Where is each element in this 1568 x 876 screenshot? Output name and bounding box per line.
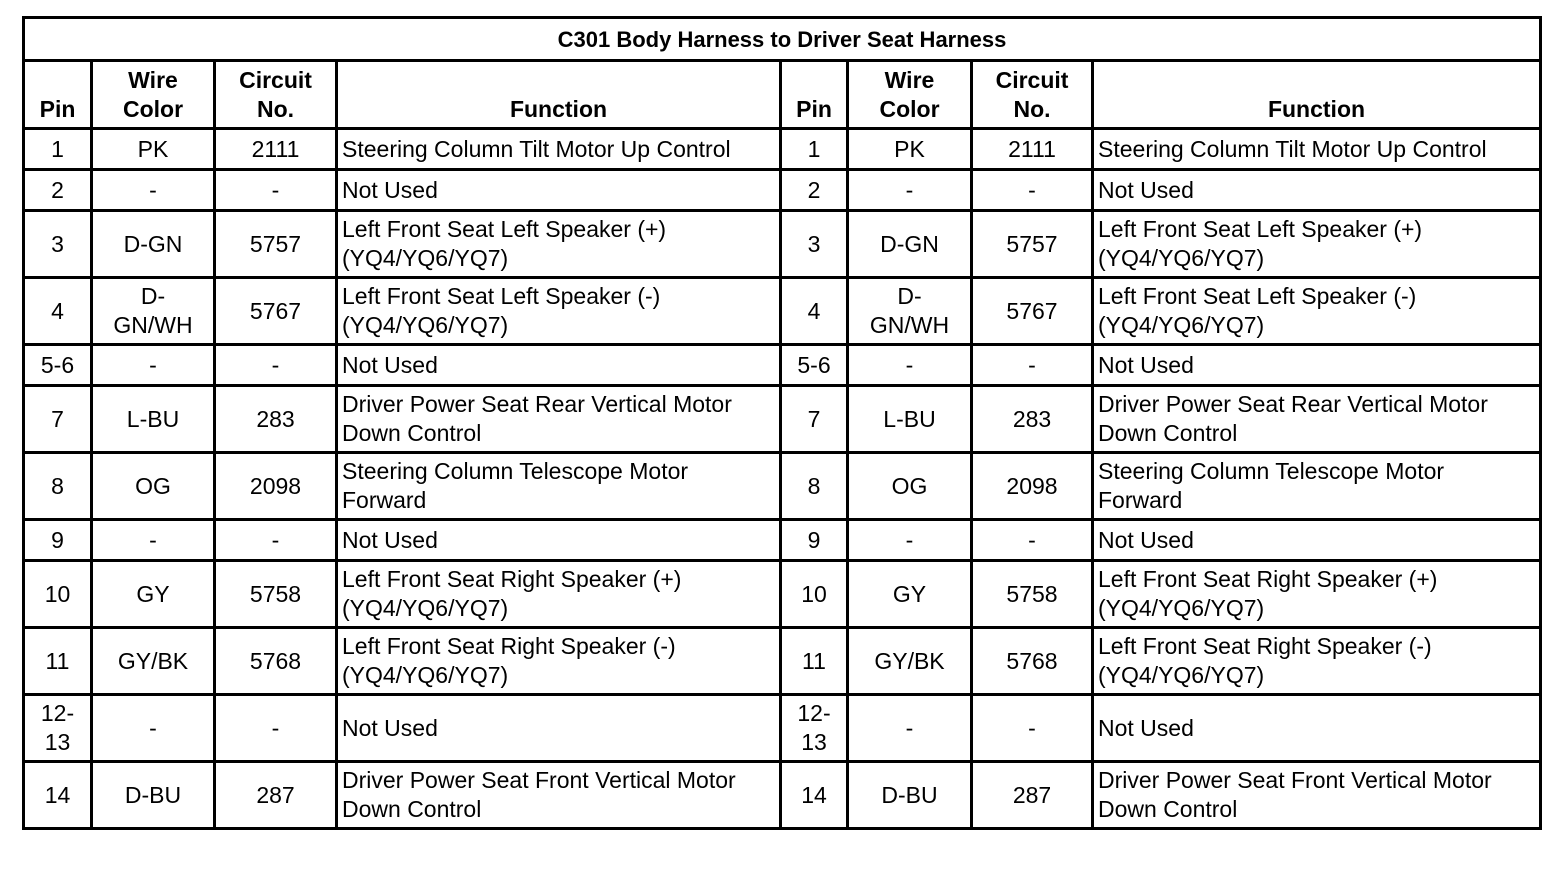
- wire-color-line: -: [149, 714, 157, 741]
- header-wire-color-right-line1: Wire: [884, 67, 935, 93]
- pin-line: 7: [51, 405, 64, 432]
- wire-color-cell-right: [848, 628, 972, 695]
- header-pin: Pin: [24, 61, 92, 129]
- header-circuit-no: [215, 61, 337, 129]
- function-line: Not Used: [1098, 351, 1194, 378]
- pin-cell-right: [781, 453, 848, 520]
- function-line: Down Control: [342, 420, 482, 446]
- function-line: Left Front Seat Right Speaker (-): [1098, 633, 1432, 659]
- pin-cell: [24, 520, 92, 561]
- wire-color-line: OG: [135, 472, 171, 499]
- function-cell-right: [1093, 561, 1541, 628]
- function-line: (YQ4/YQ6/YQ7): [342, 662, 509, 688]
- table-row: [24, 695, 1541, 762]
- header-circuit-right-line2: No.: [1013, 96, 1051, 122]
- wire-color-cell-right: [848, 520, 972, 561]
- wire-color-line: -: [905, 351, 914, 378]
- pin-line: 11: [45, 647, 70, 674]
- pin-line: 14: [44, 781, 71, 808]
- wire-color-cell-right: [848, 762, 972, 829]
- circuit-cell: 2098: [215, 453, 337, 520]
- pin-line: 8: [51, 472, 64, 499]
- function-line: (YQ4/YQ6/YQ7): [1098, 312, 1265, 338]
- pin-line: 12-: [40, 700, 75, 726]
- circuit-cell-right: 5768: [972, 628, 1093, 695]
- wire-color-cell: [92, 170, 215, 211]
- pin-cell: [24, 695, 92, 762]
- wire-color-cell-right: [848, 170, 972, 211]
- table-title: C301 Body Harness to Driver Seat Harness: [24, 18, 1541, 61]
- pin-line: 3: [51, 230, 64, 257]
- function-line: (YQ4/YQ6/YQ7): [1098, 662, 1265, 688]
- pin-line: 13: [801, 729, 827, 755]
- function-cell: [337, 211, 781, 278]
- table-row: [24, 453, 1541, 520]
- function-cell: [337, 695, 781, 762]
- wire-color-line: -: [905, 714, 914, 741]
- function-line: Driver Power Seat Front Vertical Motor: [342, 767, 736, 793]
- function-line: Not Used: [342, 526, 438, 553]
- wire-color-line: PK: [137, 135, 169, 162]
- function-cell-right: [1093, 170, 1541, 211]
- circuit-cell: 5758: [215, 561, 337, 628]
- function-cell-right: [1093, 278, 1541, 345]
- header-circuit-right-line1: Circuit: [995, 67, 1069, 93]
- pin-line: 4: [807, 297, 821, 324]
- pin-cell-right: [781, 520, 848, 561]
- pin-line: 10: [801, 580, 827, 607]
- pin-line: 14: [801, 781, 827, 808]
- function-cell: [337, 628, 781, 695]
- function-line: Not Used: [342, 351, 438, 378]
- function-cell: [337, 345, 781, 386]
- function-line: Not Used: [342, 714, 438, 741]
- pin-cell-right: [781, 695, 848, 762]
- pin-cell-right: [781, 278, 848, 345]
- function-cell-right: [1093, 211, 1541, 278]
- wire-color-cell: [92, 345, 215, 386]
- wire-color-line: -: [905, 176, 914, 203]
- connector-pinout-table: [22, 16, 1542, 830]
- function-line: Down Control: [1098, 796, 1238, 822]
- function-cell-right: [1093, 386, 1541, 453]
- circuit-cell-right: 5758: [972, 561, 1093, 628]
- function-line: Driver Power Seat Rear Vertical Motor: [342, 391, 732, 417]
- function-line: Steering Column Tilt Motor Up Control: [1098, 135, 1487, 162]
- header-wire-color-line1: Wire: [128, 67, 178, 93]
- wire-color-cell-right: [848, 345, 972, 386]
- function-line: Down Control: [342, 796, 482, 822]
- function-line: Forward: [1098, 487, 1183, 513]
- wire-color-line: -: [149, 176, 157, 203]
- pin-cell: [24, 453, 92, 520]
- function-cell-right: [1093, 762, 1541, 829]
- circuit-cell: 5757: [215, 211, 337, 278]
- wire-color-line: L-BU: [126, 405, 180, 432]
- wire-color-line: D-: [140, 283, 166, 309]
- function-line: Not Used: [1098, 176, 1194, 203]
- pin-cell: [24, 129, 92, 170]
- wire-color-cell: [92, 561, 215, 628]
- wire-color-cell-right: [848, 278, 972, 345]
- circuit-cell: -: [215, 695, 337, 762]
- wire-color-cell-right: [848, 386, 972, 453]
- column-header-row: [24, 61, 1541, 129]
- circuit-cell: -: [215, 520, 337, 561]
- wire-color-cell: [92, 129, 215, 170]
- wire-color-line: D-BU: [881, 781, 938, 808]
- table-body: [24, 129, 1541, 829]
- header-pin-right: Pin: [781, 61, 848, 129]
- header-wire-color-line2: Color: [122, 96, 184, 122]
- function-cell: [337, 762, 781, 829]
- circuit-cell-right: 5757: [972, 211, 1093, 278]
- function-cell: [337, 170, 781, 211]
- wire-color-cell: [92, 628, 215, 695]
- circuit-cell-right: -: [972, 695, 1093, 762]
- pin-line: 5-6: [797, 351, 831, 378]
- pin-line: 4: [51, 297, 64, 324]
- wire-color-line: -: [905, 526, 914, 553]
- table-row: [24, 345, 1541, 386]
- function-line: Left Front Seat Left Speaker (-): [1098, 283, 1417, 309]
- wire-color-cell: [92, 520, 215, 561]
- wire-color-line: GY: [136, 580, 170, 607]
- function-line: Not Used: [1098, 526, 1194, 553]
- pin-cell-right: [781, 211, 848, 278]
- circuit-cell: 2111: [215, 129, 337, 170]
- pin-line: 12-: [797, 700, 831, 726]
- function-line: Not Used: [342, 176, 438, 203]
- pin-line: 8: [807, 472, 821, 499]
- function-line: Forward: [342, 487, 427, 513]
- pin-line: 9: [807, 526, 821, 553]
- circuit-cell-right: 2111: [972, 129, 1093, 170]
- table-row: [24, 628, 1541, 695]
- table-row: [24, 762, 1541, 829]
- table-row: [24, 386, 1541, 453]
- pin-line: 1: [807, 135, 821, 162]
- function-cell-right: [1093, 129, 1541, 170]
- table-row: [24, 520, 1541, 561]
- function-line: Left Front Seat Right Speaker (+): [342, 566, 682, 592]
- pin-line: 13: [44, 729, 71, 755]
- pin-cell-right: [781, 170, 848, 211]
- function-line: (YQ4/YQ6/YQ7): [342, 312, 509, 338]
- wire-color-line: L-BU: [883, 405, 936, 432]
- function-line: Driver Power Seat Rear Vertical Motor: [1098, 391, 1488, 417]
- header-wire-color: [92, 61, 215, 129]
- wire-color-line: D-: [897, 283, 922, 309]
- circuit-cell: -: [215, 170, 337, 211]
- function-cell: [337, 278, 781, 345]
- pin-cell-right: [781, 345, 848, 386]
- wire-color-line: GN/WH: [869, 312, 950, 338]
- wire-color-cell: [92, 211, 215, 278]
- header-wire-color-right: [848, 61, 972, 129]
- wire-color-cell: [92, 695, 215, 762]
- pin-line: 2: [807, 176, 821, 203]
- function-line: Driver Power Seat Front Vertical Motor: [1098, 767, 1492, 793]
- pin-cell-right: [781, 129, 848, 170]
- header-function-right: Function: [1093, 61, 1541, 129]
- pin-line: 11: [802, 647, 826, 674]
- circuit-cell-right: 283: [972, 386, 1093, 453]
- function-line: Steering Column Telescope Motor: [1098, 458, 1445, 484]
- function-line: Not Used: [1098, 714, 1194, 741]
- wire-color-line: GY/BK: [874, 647, 945, 674]
- wire-color-cell-right: [848, 211, 972, 278]
- pin-cell-right: [781, 762, 848, 829]
- wire-color-cell-right: [848, 453, 972, 520]
- wire-color-line: D-GN: [123, 230, 183, 257]
- function-line: Left Front Seat Right Speaker (-): [342, 633, 676, 659]
- function-line: (YQ4/YQ6/YQ7): [342, 245, 509, 271]
- wire-color-line: D-GN: [880, 230, 939, 257]
- pin-cell: [24, 386, 92, 453]
- wire-color-line: OG: [891, 472, 928, 499]
- function-line: (YQ4/YQ6/YQ7): [1098, 595, 1265, 621]
- pin-line: 1: [51, 135, 64, 162]
- wire-color-cell: [92, 453, 215, 520]
- function-cell-right: [1093, 345, 1541, 386]
- function-line: Left Front Seat Left Speaker (-): [342, 283, 661, 309]
- function-line: Steering Column Telescope Motor: [342, 458, 689, 484]
- function-cell: [337, 129, 781, 170]
- pin-cell-right: [781, 386, 848, 453]
- table-row: [24, 170, 1541, 211]
- function-cell: [337, 561, 781, 628]
- function-line: Left Front Seat Right Speaker (+): [1098, 566, 1438, 592]
- pin-cell: [24, 211, 92, 278]
- pin-line: 3: [807, 230, 821, 257]
- function-cell-right: [1093, 520, 1541, 561]
- wire-color-cell-right: [848, 561, 972, 628]
- pin-cell-right: [781, 561, 848, 628]
- wire-color-cell-right: [848, 695, 972, 762]
- pin-cell: [24, 170, 92, 211]
- table-row: [24, 129, 1541, 170]
- circuit-cell-right: -: [972, 170, 1093, 211]
- circuit-cell-right: -: [972, 345, 1093, 386]
- circuit-cell: 5767: [215, 278, 337, 345]
- pin-cell: [24, 628, 92, 695]
- wire-color-line: GY: [892, 580, 927, 607]
- function-cell-right: [1093, 695, 1541, 762]
- function-line: Left Front Seat Left Speaker (+): [1098, 216, 1423, 242]
- table-row: [24, 278, 1541, 345]
- wire-color-cell-right: [848, 129, 972, 170]
- wire-color-cell: [92, 278, 215, 345]
- pin-line: 9: [51, 526, 64, 553]
- circuit-cell-right: -: [972, 520, 1093, 561]
- circuit-cell: 283: [215, 386, 337, 453]
- circuit-cell-right: 5767: [972, 278, 1093, 345]
- function-cell: [337, 386, 781, 453]
- pin-cell: [24, 762, 92, 829]
- wire-color-line: -: [149, 351, 157, 378]
- pin-line: 10: [44, 580, 71, 607]
- function-line: Left Front Seat Left Speaker (+): [342, 216, 667, 242]
- wire-color-line: GN/WH: [113, 312, 193, 338]
- table-row: [24, 561, 1541, 628]
- circuit-cell: 287: [215, 762, 337, 829]
- wire-color-line: -: [149, 526, 157, 553]
- function-line: Down Control: [1098, 420, 1238, 446]
- pin-cell: [24, 278, 92, 345]
- function-cell-right: [1093, 628, 1541, 695]
- function-line: Steering Column Tilt Motor Up Control: [342, 135, 731, 162]
- function-cell-right: [1093, 453, 1541, 520]
- pin-line: 7: [807, 405, 821, 432]
- circuit-cell-right: 287: [972, 762, 1093, 829]
- wire-color-cell: [92, 386, 215, 453]
- table-row: [24, 211, 1541, 278]
- wire-color-cell: [92, 762, 215, 829]
- circuit-cell: 5768: [215, 628, 337, 695]
- header-wire-color-right-line2: Color: [879, 96, 940, 122]
- header-circuit-no-right: [972, 61, 1093, 129]
- circuit-cell-right: 2098: [972, 453, 1093, 520]
- function-cell: [337, 520, 781, 561]
- function-line: (YQ4/YQ6/YQ7): [342, 595, 509, 621]
- wire-color-line: GY/BK: [117, 647, 189, 674]
- header-circuit-line1: Circuit: [239, 67, 312, 93]
- pin-cell: [24, 345, 92, 386]
- header-function: Function: [337, 61, 781, 129]
- function-cell: [337, 453, 781, 520]
- function-line: (YQ4/YQ6/YQ7): [1098, 245, 1265, 271]
- header-circuit-line2: No.: [256, 96, 295, 122]
- pin-line: 2: [51, 176, 64, 203]
- pin-cell: [24, 561, 92, 628]
- pin-line: 5-6: [40, 351, 75, 378]
- wire-color-line: PK: [894, 135, 925, 162]
- circuit-cell: -: [215, 345, 337, 386]
- pin-cell-right: [781, 628, 848, 695]
- wire-color-line: D-BU: [124, 781, 182, 808]
